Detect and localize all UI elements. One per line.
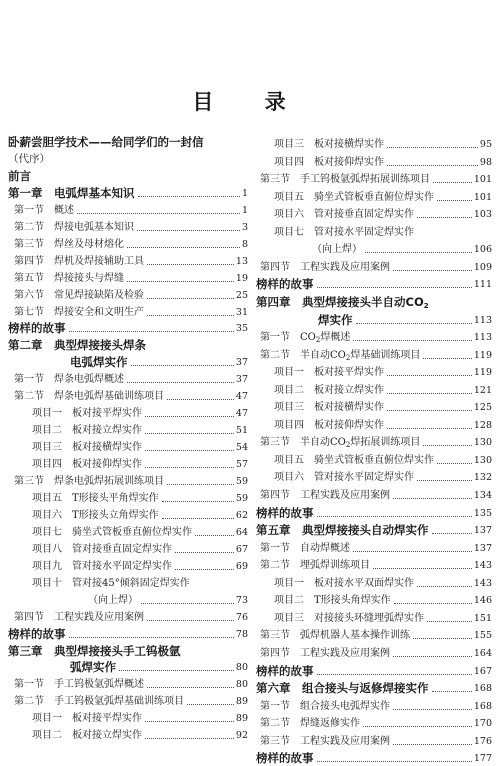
toc-page-number: 92 (235, 730, 248, 742)
toc-entry-text: 项目七 骑坐式管板垂直俯位焊实作 (32, 526, 192, 538)
toc-page-number: 143 (473, 577, 492, 589)
dot-leader (417, 480, 472, 481)
dot-leader (423, 358, 472, 359)
dot-leader (394, 603, 472, 604)
toc-page-number: 19 (235, 272, 248, 284)
toc-entry-text: 第一节 自动焊概述 (260, 542, 350, 554)
dot-leader (119, 670, 234, 671)
dot-leader (141, 603, 234, 604)
toc-page-number: 130 (473, 437, 492, 449)
toc-page-number: 47 (235, 408, 248, 420)
toc-page-number: 121 (473, 384, 492, 396)
toc-entry-text: 电弧焊实作 (70, 355, 128, 370)
toc-entry-text: 第一节 $CO_2$焊概述 (260, 332, 351, 345)
dot-leader (365, 252, 472, 253)
toc-entry-item (256, 204, 492, 221)
toc-entry-story (256, 661, 492, 678)
toc-entry-chapter (256, 520, 492, 537)
dot-leader (162, 501, 234, 502)
dot-leader (417, 586, 472, 587)
dot-leader (387, 410, 472, 411)
toc-page-number: 59 (235, 476, 248, 487)
toc-entry-section (256, 538, 492, 555)
toc-entry-text: 榜样的故事 (256, 277, 314, 292)
dot-leader (353, 551, 472, 552)
toc-entry-item (8, 488, 248, 505)
dot-leader (127, 382, 234, 383)
toc-entry-text: 项目六 T形接头立角焊实作 (32, 509, 159, 521)
toc-entry-text: 第三章 典型焊接接头手工钨极氩 (8, 643, 181, 658)
dot-leader (167, 399, 234, 400)
dot-leader (432, 691, 472, 692)
toc-page-number: 35 (235, 323, 248, 335)
dot-leader (147, 687, 234, 688)
toc-entry-story (256, 748, 492, 765)
toc-page-number: 25 (235, 289, 248, 301)
toc-page-number: 177 (473, 753, 492, 765)
toc-page-number: 37 (235, 357, 248, 369)
toc-entry-text: 项目一 板对接平焊实作 (274, 367, 384, 379)
toc-page-number: 134 (473, 490, 492, 501)
toc-entry-text: 第二节 焊条电弧焊基础训练项目 (14, 391, 164, 403)
toc-entry-story (256, 274, 492, 291)
toc-entry-item (8, 725, 248, 742)
toc-entry-text: 项目二 T形接头角焊实作 (274, 595, 391, 607)
toc-page-number: 132 (473, 472, 492, 484)
toc-entry-item (8, 437, 248, 454)
toc-entry-section (8, 691, 248, 708)
toc-entry-text: 第二节 埋弧焊训练项目 (260, 560, 370, 572)
toc-page-number: 47 (235, 391, 248, 403)
dot-leader (69, 331, 234, 332)
toc-page-number: 89 (235, 696, 248, 708)
dot-leader (437, 463, 472, 464)
toc-page-number: 170 (473, 718, 492, 730)
toc-entry-section (8, 369, 248, 386)
dot-leader (427, 621, 472, 622)
toc-entry-text: 项目五 骑坐式管板垂直俯位焊实作 (274, 454, 434, 466)
toc-entry-item (256, 134, 492, 151)
dot-leader (145, 416, 234, 417)
toc-entry-text: 项目三 板对接横焊实作 (274, 139, 384, 150)
toc-entry-text: 第三节 工程实践及应用案例 (260, 735, 390, 747)
toc-entry-item (256, 152, 492, 169)
toc-entry-text: 项目一 板对接平焊实作 (32, 408, 142, 420)
toc-page-number: 168 (473, 683, 492, 695)
toc-entry-text: 项目四 板对接仰焊实作 (274, 156, 384, 168)
toc-page-number: 51 (235, 425, 248, 437)
toc-entry-text: 第二节 焊缝返修实作 (260, 718, 360, 730)
toc-entry-item (256, 362, 492, 379)
toc-entry-text: 榜样的故事 (8, 321, 66, 336)
toc-entry-text: 第四节 工程实践及应用案例 (260, 490, 390, 501)
toc-entry-chapter (256, 292, 492, 309)
toc-entry-text: 项目三 板对接横焊实作 (32, 442, 142, 454)
toc-page-number: 137 (473, 542, 492, 554)
toc-entry-item (256, 608, 492, 625)
toc-entry-item (256, 590, 492, 607)
toc-entry-section (256, 555, 492, 572)
toc-entry-text: 第二节 半自动$CO_2$焊基础训练项目 (260, 349, 421, 362)
toc-entry-chapter (8, 335, 248, 352)
toc-entry-story (8, 624, 248, 641)
toc-entry-text: 第四节 焊机及焊接辅助工具 (14, 255, 144, 267)
toc-page-number: 119 (473, 367, 492, 379)
toc-entry-text: 第一节 概述 (14, 204, 74, 216)
dot-leader (145, 738, 234, 739)
dot-leader (147, 264, 234, 265)
toc-entry-item (256, 380, 492, 397)
dot-leader (175, 552, 234, 553)
toc-entry-text: 第一节 手工钨极氩弧焊概述 (14, 679, 144, 691)
toc-entry-item (256, 573, 492, 590)
toc-page-number: 125 (473, 402, 492, 414)
dot-leader (317, 674, 472, 675)
toc-entry-text: 项目六 管对接垂直固定焊实作 (274, 209, 414, 221)
dot-leader (317, 287, 472, 288)
toc-entry-text: 项目七 管对接水平固定焊实作 (274, 226, 414, 238)
toc-entry-story (8, 166, 248, 183)
toc-entry-item (256, 239, 492, 256)
dot-leader (131, 365, 234, 366)
toc-entry-item (8, 454, 248, 471)
dot-leader (127, 281, 234, 282)
toc-page-number: 64 (235, 526, 248, 538)
toc-entry-section (256, 713, 492, 730)
toc-entry-text: （向上焊） (88, 594, 138, 606)
toc-entry-text: （向上焊） (312, 244, 362, 256)
toc-entry-text: 第四章 典型焊接接头半自动$CO_2$ (256, 294, 429, 309)
toc-entry-text: 项目五 T形接头平角焊实作 (32, 492, 159, 504)
toc-page-number: 176 (473, 735, 492, 747)
toc-entry-section (8, 285, 248, 302)
toc-entry-section (256, 327, 492, 344)
toc-page-number: 119 (473, 349, 492, 361)
dot-leader (77, 213, 240, 214)
toc-entry-item (8, 522, 248, 539)
toc-entry-title (8, 132, 248, 149)
toc-page-number: 128 (473, 419, 492, 431)
toc-entry-text: 第四节 工程实践及应用案例 (260, 261, 390, 273)
toc-entry-section (8, 200, 248, 217)
toc-entry-text: 第三节 手工钨极氩弧焊拓展训练项目 (260, 174, 430, 186)
toc-entry-section (256, 485, 492, 502)
toc-entry-item (8, 708, 248, 725)
toc-entry-item (8, 420, 248, 437)
dot-leader (317, 516, 472, 517)
toc-entry-item (256, 467, 492, 484)
toc-page-number: 31 (235, 306, 248, 318)
dot-leader (353, 340, 472, 341)
toc-entry-text: 项目一 板对接水平双面焊实作 (274, 577, 414, 589)
toc-entry-section (256, 625, 492, 642)
dot-leader (137, 230, 240, 231)
toc-entry-section (256, 731, 492, 748)
toc-entry-item (256, 450, 492, 467)
toc-entry-sub (8, 657, 248, 674)
toc-entry-section (8, 607, 248, 624)
page-title: 目 录 (192, 90, 308, 114)
toc-page-number: 109 (473, 261, 492, 273)
toc-entry-item (256, 222, 492, 239)
toc-entry-chapter (8, 641, 248, 658)
toc-entry-text: 前言 (8, 168, 31, 183)
dot-leader (413, 638, 472, 639)
toc-entry-text: 榜样的故事 (256, 505, 314, 520)
toc-entry-text: 第七节 焊接安全和文明生产 (14, 306, 144, 318)
toc-page-number: 62 (235, 509, 248, 521)
toc-page-number: 113 (473, 314, 492, 326)
toc-entry-section (256, 169, 492, 186)
dot-leader (432, 533, 472, 534)
toc-entry-item (8, 590, 248, 607)
toc-page-number: 113 (473, 332, 492, 344)
toc-page-number: 80 (235, 679, 248, 691)
toc-page-number: 89 (235, 713, 248, 725)
toc-entry-text: 第三节 焊条电弧焊拓展训练项目 (14, 476, 164, 487)
toc-entry-text: （代序） (8, 152, 50, 165)
toc-entry-text: 第四节 工程实践及应用案例 (260, 647, 390, 659)
toc-entry-section (256, 257, 492, 274)
toc-entry-text: 第三节 半自动$CO_2$焊拓展训练项目 (260, 437, 421, 450)
toc-entry-text: 第六节 常见焊接缺陷及检验 (14, 289, 144, 301)
toc-entry-text: 项目六 管对接水平固定焊实作 (274, 472, 414, 484)
toc-page-number: 76 (235, 611, 248, 623)
toc-page-number: 57 (235, 459, 248, 471)
dot-leader (145, 721, 234, 722)
dot-leader (167, 484, 234, 485)
toc-entry-text: 第四节 工程实践及应用案例 (14, 611, 144, 623)
toc-page-number: 80 (235, 662, 248, 674)
toc-page-number: 59 (235, 492, 248, 504)
toc-page-number: 1 (241, 204, 248, 216)
toc-entry-text: 第三节 焊丝及母材熔化 (14, 238, 124, 250)
dot-leader (145, 450, 234, 451)
toc-entry-text: 第五节 焊接接头与焊缝 (14, 272, 124, 284)
toc-entry-text: 第一节 组合接头电弧焊实作 (260, 700, 390, 712)
toc-entry-sub (8, 352, 248, 369)
toc-page-number: 1 (241, 187, 248, 199)
toc-entry-section (8, 302, 248, 319)
toc-entry-text: 项目九 管对接水平固定焊实作 (32, 560, 172, 572)
toc-page-number: 101 (473, 174, 492, 186)
toc-entry-text: 焊实作 (318, 312, 353, 327)
dot-leader (363, 726, 472, 727)
toc-page-number: 54 (235, 442, 248, 454)
toc-entry-text: 榜样的故事 (256, 751, 314, 766)
toc-entry-text: 第一节 焊条电弧焊概述 (14, 374, 124, 386)
toc-entry-text: 第六章 组合接头与返修焊接实作 (256, 681, 429, 696)
toc-entry-sub (256, 310, 492, 327)
toc-page-number: 98 (479, 156, 492, 168)
toc-page-number: 146 (473, 595, 492, 607)
toc-entry-text: 第三节 弧焊机器人基本操作训练 (260, 630, 410, 642)
toc-entry-text: 第二节 手工钨极氩弧焊基础训练项目 (14, 696, 184, 708)
toc-page-number: 69 (235, 560, 248, 572)
toc-entry-text: 项目二 板对接立焊实作 (32, 730, 142, 742)
dot-leader (162, 518, 234, 519)
toc-page-number: 101 (473, 191, 492, 203)
toc-page-number: 37 (235, 374, 248, 386)
toc-page-number: 73 (235, 594, 248, 606)
dot-leader (393, 498, 472, 499)
toc-entry-chapter (8, 183, 248, 200)
toc-page-number: 78 (235, 628, 248, 640)
toc-entry-item (8, 556, 248, 573)
dot-leader (387, 165, 478, 166)
dot-leader (437, 200, 472, 201)
toc-page-number: 164 (473, 647, 492, 659)
toc-entry-story (256, 503, 492, 520)
toc-entry-item (8, 403, 248, 420)
toc-entry-section (256, 696, 492, 713)
dot-leader (145, 467, 234, 468)
dot-leader (147, 620, 234, 621)
toc-page-number: 95 (479, 139, 492, 150)
toc-entry-section (8, 674, 248, 691)
toc-entry-section (8, 471, 248, 488)
toc-page-number: 137 (473, 525, 492, 537)
toc-page-number: 167 (473, 665, 492, 677)
toc-entry-section (256, 432, 492, 449)
toc-page-number: 3 (241, 221, 248, 233)
dot-leader (187, 704, 234, 705)
toc-page-number: 151 (473, 612, 492, 624)
dot-leader (393, 270, 472, 271)
toc-entry-item (256, 397, 492, 414)
toc-entry-text: 项目三 板对接横焊实作 (274, 402, 384, 414)
dot-leader (417, 217, 472, 218)
toc-entry-item (8, 539, 248, 556)
toc-entry-text: 弧焊实作 (70, 660, 116, 675)
dot-leader (175, 569, 234, 570)
toc-page-number: 143 (473, 560, 492, 572)
toc-page-number: 67 (235, 543, 248, 555)
dot-leader (356, 323, 472, 324)
dot-leader (147, 298, 234, 299)
toc-entry-text: 项目一 板对接平焊实作 (32, 713, 142, 725)
toc-entry-chapter (256, 678, 492, 695)
toc-entry-section (8, 386, 248, 403)
dot-leader (387, 393, 472, 394)
dot-leader (387, 375, 472, 376)
toc-entry-text: 第五章 典型焊接接头自动焊实作 (256, 523, 429, 538)
dot-leader (433, 182, 472, 183)
dot-leader (393, 709, 472, 710)
dot-leader (138, 196, 240, 197)
toc-entry-item (256, 187, 492, 204)
toc-page-number: 106 (473, 244, 492, 256)
toc-entry-section (8, 251, 248, 268)
toc-entry-story (8, 318, 248, 335)
dot-leader (423, 445, 472, 446)
dot-leader (69, 637, 234, 638)
dot-leader (317, 761, 472, 762)
toc-entry-text: 第二节 焊接电弧基本知识 (14, 221, 134, 233)
dot-leader (387, 147, 478, 148)
toc-entry-text: 项目十 管对接45°倾斜固定焊实作 (32, 577, 190, 589)
toc-entry-text: 项目四 板对接仰焊实作 (32, 459, 142, 471)
dot-leader (127, 247, 240, 248)
dot-leader (195, 535, 234, 536)
toc-entry-item (8, 505, 248, 522)
toc-entry-text: 项目二 板对接立焊实作 (32, 425, 142, 437)
dot-leader (373, 568, 472, 569)
dot-leader (147, 315, 234, 316)
dot-leader (393, 744, 472, 745)
dot-leader (145, 433, 234, 434)
toc-entry-text: 项目五 骑坐式管板垂直俯位焊实作 (274, 191, 434, 203)
dot-leader (393, 656, 472, 657)
toc-page-number: 13 (235, 255, 248, 267)
toc-entry-text: 项目八 管对接垂直固定焊实作 (32, 543, 172, 555)
toc-page-number: 168 (473, 700, 492, 712)
toc-page-number: 130 (473, 454, 492, 466)
toc-entry-text: 第二章 典型焊接接头焊条 (8, 338, 146, 353)
toc-entry-item (8, 573, 248, 590)
toc-entry-text: 项目三 对接接头环缝埋弧焊实作 (274, 612, 424, 624)
toc-entry-section (256, 345, 492, 362)
toc-entry-section (8, 234, 248, 251)
toc-entry-text: 第一章 电弧焊基本知识 (8, 185, 135, 200)
toc-page-number: 8 (241, 238, 248, 250)
toc-entry-item (256, 415, 492, 432)
dot-leader (387, 428, 472, 429)
toc-entry-text: 榜样的故事 (256, 663, 314, 678)
toc-page-number: 103 (473, 209, 492, 221)
toc-entry-text: 项目四 板对接仰焊实作 (274, 419, 384, 431)
toc-page-number: 111 (473, 279, 492, 291)
toc-page-number: 135 (473, 507, 492, 519)
toc-entry-text: 卧薪尝胆学技术——给同学们的一封信 (8, 135, 204, 149)
toc-entry-section (8, 268, 248, 285)
toc-entry-section (256, 643, 492, 660)
toc-entry-text: 项目二 板对接立焊实作 (274, 384, 384, 396)
toc-entry-text: 榜样的故事 (8, 626, 66, 641)
toc-entry-section (8, 217, 248, 234)
toc-page-number: 155 (473, 630, 492, 642)
toc-entry-plain (8, 149, 248, 166)
